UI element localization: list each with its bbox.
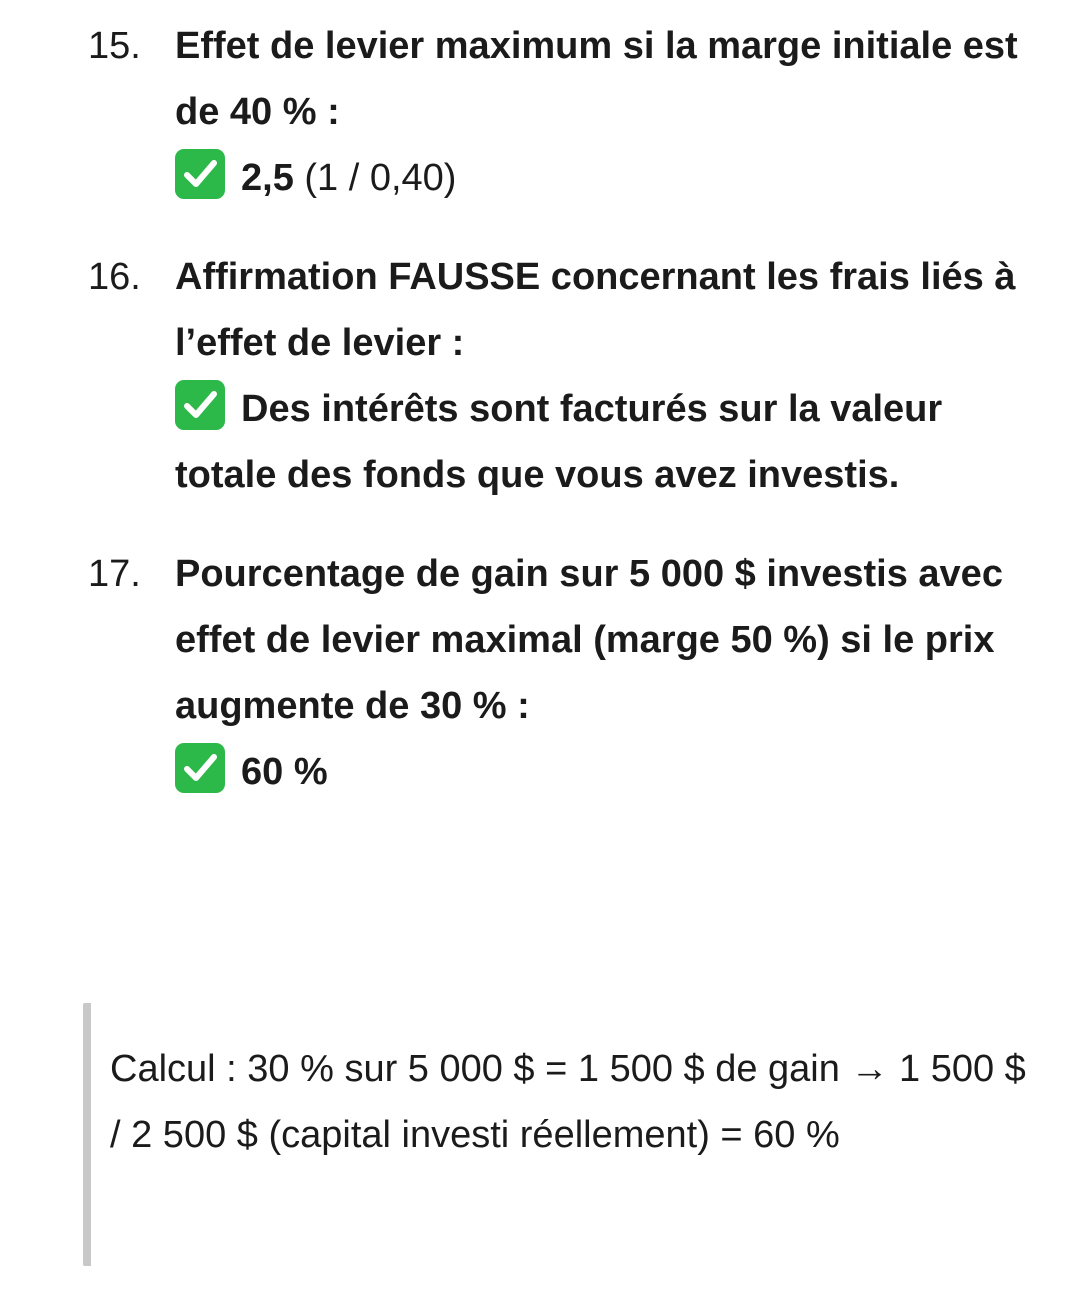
item-number: 17.: [88, 553, 141, 595]
item-number: 16.: [88, 256, 141, 298]
calculation-note: Calcul : 30 % sur 5 000 $ = 1 500 $ de gain → 1 500 $ / 2 500 $ (capital investi réellement) = 60 %: [110, 1048, 1026, 1156]
check-mark-icon: [175, 380, 225, 430]
answer-line: [175, 739, 1020, 805]
item-number: 15.: [88, 25, 141, 67]
answer-line: [175, 145, 1020, 211]
question-text: Affirmation FAUSSE concernant les frais liés à l’effet de levier :: [175, 256, 1016, 364]
answer-bold: 2,5: [241, 157, 294, 199]
answer-bold: 60 %: [241, 751, 328, 793]
check-mark-icon: [175, 149, 225, 199]
question-text: Effet de levier maximum si la marge initiale est de 40 % :: [175, 25, 1018, 133]
answer-list: [0, 13, 1080, 838]
list-item: [0, 13, 1080, 211]
question-text: Pourcentage de gain sur 5 000 $ investis avec effet de levier maximal (marge 50 %) si le prix augmente de 30 % :: [175, 553, 1003, 727]
list-item: [0, 541, 1080, 805]
answer-bold: Des intérêts sont facturés sur la valeur totale des fonds que vous avez investis.: [175, 388, 943, 496]
answer-line: [175, 376, 1020, 508]
check-mark-icon: [175, 743, 225, 793]
answer-detail: (1 / 0,40): [293, 157, 457, 199]
list-item: [0, 244, 1080, 508]
